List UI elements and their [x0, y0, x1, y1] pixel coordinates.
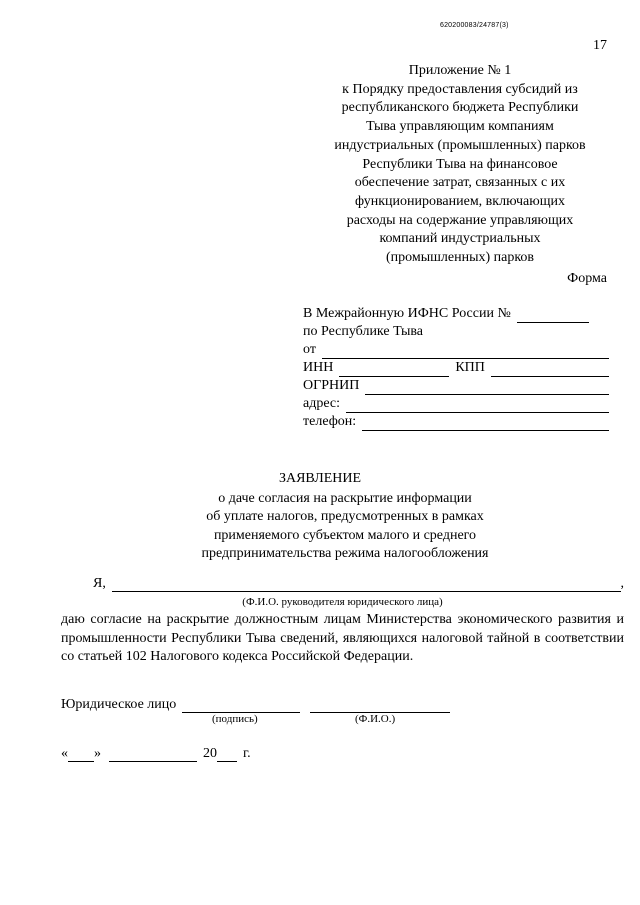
phone-row	[303, 413, 609, 431]
date-close-quote: »	[94, 746, 101, 761]
inn-field[interactable]	[339, 363, 449, 377]
appendix-line: к Порядку предоставления субсидий из	[342, 81, 578, 97]
address-row	[303, 395, 609, 413]
recipient-row	[303, 305, 609, 323]
appendix-title: Приложение № 1	[408, 63, 512, 78]
from-label: от	[303, 342, 316, 357]
address-field[interactable]	[346, 399, 609, 413]
declarant-caption: (Ф.И.О. руководителя юридического лица)	[242, 596, 443, 608]
subtitle-line: о даче согласия на раскрытие информации	[218, 491, 472, 506]
appendix-line: индустриальных (промышленных) парков	[334, 137, 586, 153]
inn-label: ИНН	[303, 360, 334, 375]
kpp-label: КПП	[455, 360, 485, 375]
appendix-line: функционированием, включающих	[355, 193, 565, 209]
ogrnip-label: ОГРНИП	[303, 378, 360, 393]
date-row	[61, 746, 251, 762]
appendix-block	[300, 62, 620, 268]
signer-name-field[interactable]	[310, 699, 450, 713]
appendix-line: расходы на содержание управляющих	[346, 212, 574, 228]
subtitle-line: предпринимательства режима налогообложения	[201, 546, 489, 562]
form-label: Форма	[567, 271, 607, 286]
statement-subtitle	[150, 490, 540, 564]
appendix-line: обеспечение затрат, связанных с их	[354, 175, 566, 191]
comma: ,	[620, 576, 624, 591]
signature-caption: (подпись)	[212, 713, 258, 725]
phone-field[interactable]	[362, 417, 609, 431]
legal-entity-label: Юридическое лицо	[61, 697, 177, 712]
signature-field[interactable]	[182, 699, 300, 713]
day-field[interactable]	[68, 748, 94, 762]
declarant-name-field[interactable]	[112, 578, 621, 592]
appendix-line: Тыва управляющим компаниям	[366, 119, 554, 135]
ya-label: Я,	[93, 576, 106, 591]
consent-text: даю согласие на раскрытие должностным лицам Министерства экономического развития и промышленности Республики Тыва сведений, являющихся налоговой тайной в соответствии со статьей 102 Налогового кодекса Российской Федерации.	[61, 612, 624, 664]
subtitle-line: об уплате налогов, предусмотренных в рамках	[206, 509, 484, 525]
document-code: 620200083/24787(3)	[440, 22, 509, 29]
ifns-number-field[interactable]	[517, 309, 589, 323]
date-open-quote: «	[61, 746, 68, 761]
signature-row	[61, 697, 450, 713]
inn-kpp-row	[303, 359, 609, 377]
appendix-line: Республики Тыва на финансовое	[362, 156, 558, 172]
region-label: по Республике Тыва	[303, 324, 423, 339]
ogrnip-field[interactable]	[365, 381, 609, 395]
year-suffix: г.	[243, 746, 251, 761]
recipient-label: В Межрайонную ИФНС России №	[303, 306, 511, 321]
year-field[interactable]	[217, 748, 237, 762]
appendix-line: республиканского бюджета Республики	[341, 100, 579, 116]
month-field[interactable]	[109, 748, 197, 762]
kpp-field[interactable]	[491, 363, 609, 377]
signer-name-caption: (Ф.И.О.)	[355, 713, 396, 725]
year-prefix: 20	[203, 746, 217, 761]
from-row	[303, 341, 609, 359]
subtitle-line: применяемого субъектом малого и среднего	[213, 527, 477, 543]
appendix-line: компаний индустриальных	[379, 231, 541, 247]
declarant-row	[61, 576, 624, 592]
phone-label: телефон:	[303, 414, 357, 429]
page-number: 17	[593, 38, 607, 53]
from-field[interactable]	[322, 345, 609, 359]
ogrnip-row	[303, 377, 609, 395]
address-label: адрес:	[303, 396, 341, 411]
statement-title: ЗАЯВЛЕНИЕ	[278, 471, 362, 486]
appendix-line: (промышленных) парков	[385, 250, 535, 266]
